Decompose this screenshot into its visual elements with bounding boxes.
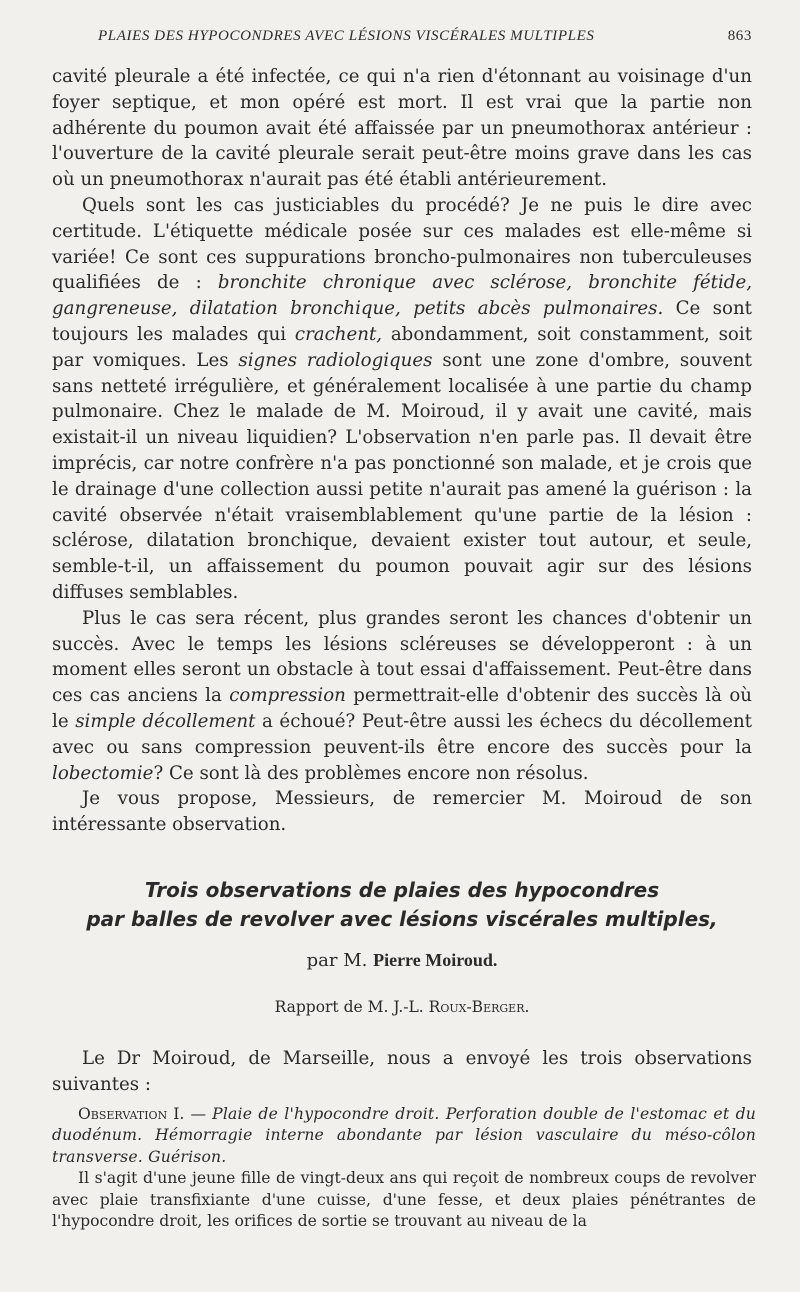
- observation-dash: —: [184, 1105, 213, 1123]
- article-title: [52, 876, 752, 934]
- report-prefix: Rapport de M. J.-L.: [274, 998, 429, 1016]
- paragraph-3-text-a: Plus le cas sera récent, plus grandes seront les chances d'obtenir un succès. Avec le temps les lésions scléreuses se développeront : à un moment elles seront un obstacle à tout essai d'affaissement. Peut-être dans ces cas anciens la: [52, 607, 752, 707]
- paragraph-2-text-c: abondamment, soit constamment, soit par vomiques. Les: [52, 323, 752, 371]
- body-text: [52, 64, 752, 838]
- paragraph-2-text-d: sont une zone d'ombre, souvent sans netteté irrégulière, et généralement localisée à une partie du champ pulmonaire. Chez le malade de M. Moiroud, il y avait une cavité, mais existait-il un niveau liquidien? L'observation n'en parle pas. Il devait être imprécis, car notre confrère n'a pas ponctionné son malade, et je crois que le drainage d'une collection aussi petite n'aurait pas amené la guérison : la cavité observée n'était vraisemblablement qu'une partie de la lésion : sclérose, dilatation bronchique, devaient exister tout autour, et seule, semble-t-il, un affaissement du poumon pouvait agir sur des lésions diffuses semblables.: [52, 349, 752, 603]
- byline: [52, 950, 752, 971]
- paragraph-3-italic-3: lobectomie: [52, 762, 154, 784]
- running-head-title: PLAIES DES HYPOCONDRES AVEC LÉSIONS VISCÉRALES MULTIPLES: [98, 28, 595, 44]
- report-author: Roux-Berger.: [428, 998, 530, 1016]
- paragraph-3-text-c: a échoué? Peut-être aussi les échecs du décollement avec ou sans compression peuvent-ils être encore des succès pour la: [52, 710, 752, 758]
- paragraph-2-italic-2: crachent,: [294, 323, 383, 345]
- intro-paragraph: [52, 1046, 752, 1098]
- paragraph-2-text-a: Quels sont les cas justiciables du procédé? Je ne puis le dire avec certitude. L'étiquette médicale posée sur ces malades est elle-même si variée! Ce sont ces suppurations broncho-pulmonaires non tuberculeuses qualifiées de :: [52, 194, 752, 294]
- paragraph-3-italic-2: simple décollement: [75, 710, 256, 732]
- observation-label: Observation I.: [78, 1105, 185, 1123]
- page-number: 863: [727, 28, 752, 44]
- byline-prefix: par M.: [306, 950, 374, 971]
- paragraph-2: [52, 193, 752, 606]
- intro-text: Le Dr Moiroud, de Marseille, nous a envoyé les trois observations suivantes :: [52, 1048, 752, 1095]
- paragraph-2-italic-1: bronchite chronique avec sclérose, bronchite fétide, gangreneuse, dilatation bronchique, petits abcès pulmonaires.: [52, 272, 752, 320]
- observation-heading: [52, 1104, 756, 1168]
- paragraph-2-italic-3: signes radiologiques: [238, 349, 433, 371]
- observation-text: Il s'agit d'une jeune fille de vingt-deux ans qui reçoit de nombreux coups de revolver avec plaie transfixiante d'une cuisse, d'une fesse, et deux plaies pénétrantes de l'hypocondre droit, les orifices de sortie se trouvant au niveau de la: [52, 1169, 756, 1231]
- paragraph-3-text-d: ? Ce sont là des problèmes encore non résolus.: [153, 762, 589, 784]
- article-title-line-2: par balles de revolver avec lésions viscérales multiples,: [86, 907, 718, 931]
- paragraph-2-text-b: Ce sont toujours les malades qui: [52, 298, 752, 345]
- observation-title: Plaie de l'hypocondre droit. Perforation double de l'estomac et du duodénum. Hémorragie interne abondante par lésion vasculaire du méso-côlon transverse. Guérison.: [52, 1105, 756, 1166]
- paragraph-3-text-b: permettrait-elle d'obtenir des succès là où le: [52, 685, 752, 732]
- observation-section: [52, 1104, 756, 1232]
- paragraph-3-italic-1: compression: [229, 685, 346, 707]
- article-title-line-1: Trois observations de plaies des hypocondres: [144, 878, 660, 902]
- author-name: Pierre Moiroud.: [373, 950, 498, 970]
- paragraph-4: Je vous propose, Messieurs, de remercier M. Moiroud de son intéressante observation.: [52, 788, 752, 836]
- report-line: [52, 998, 752, 1016]
- paragraph-3: [52, 606, 752, 787]
- paragraph-1: cavité pleurale a été infectée, ce qui n'a rien d'étonnant au voisinage d'un foyer septique, et mon opéré est mort. Il est vrai que la partie non adhérente du poumon avait été affaissée par un pneumothorax antérieur : l'ouverture de la cavité pleurale serait peut-être moins grave dans les cas où un pneumothorax n'aurait pas été établi antérieurement.: [52, 66, 752, 191]
- running-head: [52, 28, 752, 52]
